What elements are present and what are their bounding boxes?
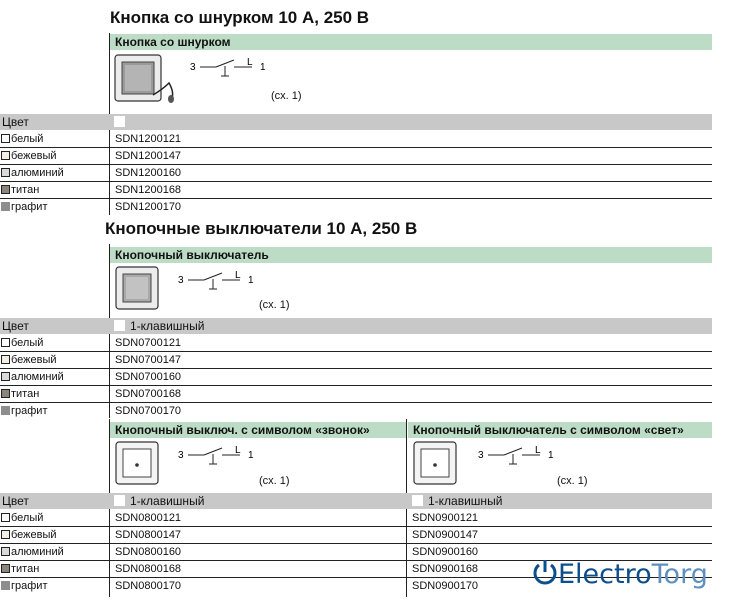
svg-text:3: 3 [190,62,196,73]
color-cell [1,132,43,146]
section2-color-label: Цвет [2,319,29,333]
color-cell [1,387,39,401]
svg-text:1: 1 [248,450,254,461]
section1-blank-checkbox [114,116,125,127]
color-name: графит [11,580,48,592]
color-cell [1,183,39,197]
section3-key-label-left: 1-клавишный [130,494,205,508]
color-swatch [1,151,10,160]
color-name: белый [11,337,44,349]
section1-title: Кнопка со шнурком 10 А, 250 В [110,8,370,27]
row-divider [0,526,712,527]
color-name: белый [11,512,44,524]
color-name: бежевый [11,354,57,366]
color-cell [1,200,47,214]
color-name: алюминий [11,546,64,558]
color-name: бежевый [11,150,57,162]
color-cell [1,166,64,180]
row-divider [0,198,712,199]
svg-text:1: 1 [260,62,266,73]
section3-key-checkbox-right [412,495,423,506]
section1-header: Кнопка со шнурком [110,34,712,50]
section1-color-label: Цвет [2,115,29,129]
svg-text:L: L [535,446,541,456]
product-code: SDN0700170 [115,405,182,417]
product-code: SDN1200168 [115,184,182,196]
color-swatch [1,134,10,143]
color-swatch [1,338,10,347]
color-swatch [1,355,10,364]
color-swatch [1,185,10,194]
color-cell [1,149,57,163]
product-code: SDN0800121 [115,512,182,524]
scheme-icon [178,271,268,297]
product-code: SDN1200160 [115,167,182,179]
color-name: алюминий [11,167,64,179]
color-swatch [1,389,10,398]
product-code: SDN0700160 [115,371,182,383]
color-cell [1,336,43,350]
push-switch-image [114,265,160,311]
color-swatch [1,406,10,415]
section3-color-band [0,493,712,509]
product-code: SDN0800168 [115,563,182,575]
color-name: титан [11,388,40,400]
color-name: графит [11,405,48,417]
product-code-right: SDN0900168 [412,563,479,575]
color-name: титан [11,184,40,196]
row-divider [0,402,712,403]
product-code: SDN0700121 [115,337,182,349]
color-name: белый [11,133,44,145]
color-swatch [1,513,10,522]
section2-key-label: 1-клавишный [130,319,205,333]
product-code: SDN0800160 [115,546,182,558]
bell-switch-image [114,440,160,486]
section2-color-band [0,318,712,334]
section3-scheme-label-left: (сх. 1) [259,475,290,487]
color-name: алюминий [11,371,64,383]
section2-header: Кнопочный выключатель [110,247,712,263]
product-code-right: SDN0900170 [412,580,479,592]
product-code-right: SDN0900147 [412,529,479,541]
product-code: SDN0700168 [115,388,182,400]
color-cell [1,404,47,418]
svg-text:L: L [235,271,241,281]
light-switch-image [412,440,458,486]
section3-header-left: Кнопочный выключ. с символом «звонок» [110,422,406,438]
color-swatch [1,547,10,556]
product-code: SDN1200170 [115,201,182,213]
svg-text:3: 3 [178,275,184,286]
product-code: SDN0700147 [115,354,182,366]
color-name: бежевый [11,529,57,541]
svg-text:L: L [247,58,253,68]
section3-header-right: Кнопочный выключатель с символом «свет» [408,422,712,438]
row-divider [0,543,712,544]
color-swatch [1,168,10,177]
scheme-icon [178,446,268,472]
product-code: SDN1200121 [115,133,182,145]
row-divider [0,164,712,165]
section3-color-label: Цвет [2,494,29,508]
color-swatch [1,530,10,539]
row-divider [0,181,712,182]
row-divider [0,147,712,148]
product-code-right: SDN0900160 [412,546,479,558]
color-cell [1,545,64,559]
color-swatch [1,581,10,590]
color-cell [1,353,57,367]
color-cell [1,528,57,542]
color-cell [1,370,64,384]
power-icon [532,558,558,593]
section2-scheme-label: (сх. 1) [259,299,290,311]
svg-text:L: L [235,446,241,456]
section2-key-checkbox [114,320,125,331]
scheme-icon [478,446,568,472]
product-code: SDN1200147 [115,150,182,162]
color-name: графит [11,201,48,213]
svg-text:1: 1 [548,450,554,461]
logo-text-part2: Torg [651,559,708,590]
section1-scheme-label: (сх. 1) [271,90,302,102]
row-divider [0,368,712,369]
row-divider [0,351,712,352]
color-cell [1,511,43,525]
section2-title: Кнопочные выключатели 10 А, 250 В [105,219,418,238]
color-swatch [1,202,10,211]
electrotorg-logo [532,558,708,593]
svg-text:1: 1 [248,275,254,286]
svg-text:3: 3 [178,450,184,461]
color-swatch [1,372,10,381]
svg-text:3: 3 [478,450,484,461]
logo-text-part1: Electro [558,559,652,590]
section3-key-label-right: 1-клавишный [428,494,503,508]
color-cell [1,562,39,576]
product-code: SDN0800170 [115,580,182,592]
color-name: титан [11,563,40,575]
section3-key-checkbox-left [114,495,125,506]
scheme-icon [190,58,280,84]
pull-cord-switch-image [113,53,183,105]
section3-scheme-label-right: (сх. 1) [557,475,588,487]
color-cell [1,579,47,593]
row-divider [0,385,712,386]
color-swatch [1,564,10,573]
product-code-right: SDN0900121 [412,512,479,524]
section1-color-band [0,114,712,130]
product-code: SDN0800147 [115,529,182,541]
